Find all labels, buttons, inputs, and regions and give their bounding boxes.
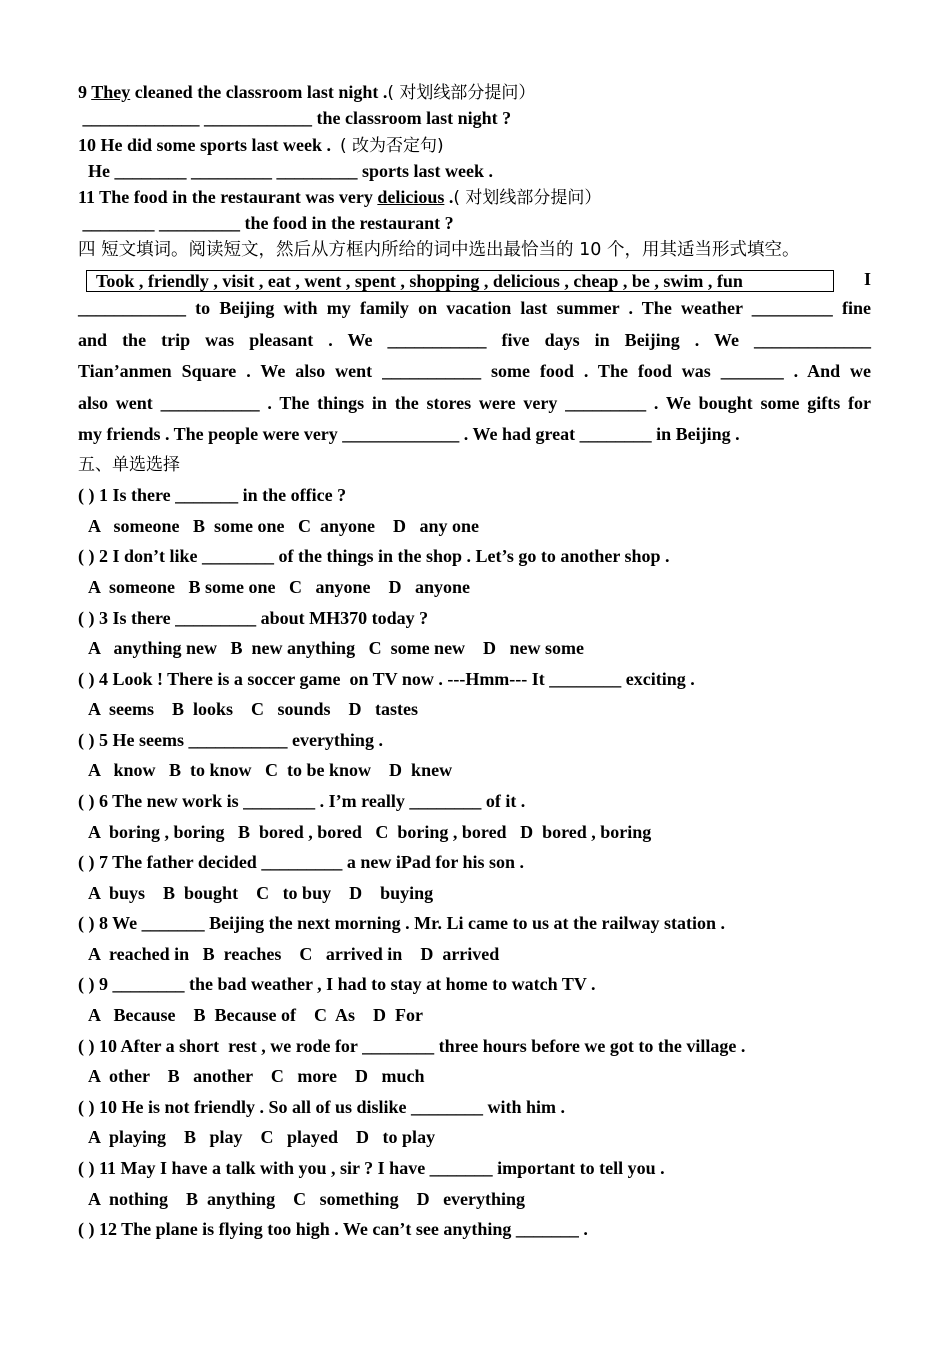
question-text: 10 He did some sports last week .	[78, 135, 340, 155]
mc-question: ( ) 10 After a short rest , we rode for ________ three hours before we got to the village .	[78, 1036, 746, 1056]
answer-line-10: He ________ _________ _________ sports last week .	[88, 161, 493, 181]
instruction-note: ( 改为否定句)	[340, 136, 444, 156]
mc-options: A reached in B reaches C arrived in D arrived	[88, 944, 500, 964]
mc-question: ( ) 10 He is not friendly . So all of us dislike ________ with him .	[78, 1097, 566, 1117]
question-10	[78, 134, 444, 157]
mc-options: A buys B bought C to buy D buying	[88, 883, 434, 903]
question-number: 9	[78, 82, 92, 102]
mc-question: ( ) 4 Look ! There is a soccer game on TV now . ---Hmm--- It ________ exciting .	[78, 669, 695, 689]
mc-question: ( ) 7 The father decided _________ a new iPad for his son .	[78, 852, 525, 872]
question-11	[78, 186, 601, 209]
mc-question: ( ) 3 Is there _________ about MH370 today ?	[78, 608, 429, 628]
passage-line: and the trip was pleasant . We ___________ five days in Beijing . We _____________	[78, 330, 871, 350]
question-text: cleaned the classroom last night .	[130, 82, 388, 102]
mc-question: ( ) 8 We _______ Beijing the next morning . Mr. Li came to us at the railway station .	[78, 913, 725, 933]
section-5-title: 五、单选选择	[78, 455, 180, 475]
mc-question: ( ) 1 Is there _______ in the office ?	[78, 485, 347, 505]
mc-options: A nothing B anything C something D everything	[88, 1189, 526, 1209]
question-9	[78, 81, 535, 104]
mc-options: A other B another C more D much	[88, 1066, 425, 1086]
answer-line-9: _____________ ____________ the classroom last night ?	[78, 108, 512, 128]
mc-options: A playing B play C played D to play	[88, 1127, 436, 1147]
passage-start-word: I	[864, 269, 872, 289]
mc-options: A Because B Because of C As D For	[88, 1005, 423, 1025]
underlined-word: They	[91, 82, 131, 102]
mc-question: ( ) 9 ________ the bad weather , I had to stay at home to watch TV .	[78, 974, 596, 994]
answer-line-11: ________ _________ the food in the restaurant ?	[78, 213, 454, 233]
mc-options: A know B to know C to be know D knew	[88, 760, 453, 780]
mc-options: A anything new B new anything C some new D new some	[88, 638, 585, 658]
passage-line: Tian’anmen Square . We also went ___________ some food . The food was _______ . And we	[78, 361, 871, 381]
mc-options: A someone B some one C anyone D anyone	[88, 577, 471, 597]
passage-line: my friends . The people were very _____________ . We had great ________ in Beijing .	[78, 424, 740, 444]
mc-question: ( ) 6 The new work is ________ . I’m really ________ of it .	[78, 791, 526, 811]
section-4-title: 四 短文填词。阅读短文，然后从方框内所给的词中选出最恰当的 10 个，用其适当形式填空。	[78, 240, 800, 260]
mc-question: ( ) 2 I don’t like ________ of the things in the shop . Let’s go to another shop .	[78, 546, 670, 566]
instruction-note: ( 对划线部分提问）	[387, 83, 536, 103]
mc-question: ( ) 11 May I have a talk with you , sir ? I have _______ important to tell you .	[78, 1158, 665, 1178]
mc-options: A seems B looks C sounds D tastes	[88, 699, 419, 719]
mc-options: A boring , boring B bored , bored C boring , bored D bored , boring	[88, 822, 652, 842]
mc-options: A someone B some one C anyone D any one	[88, 516, 480, 536]
passage-line: ____________ to Beijing with my family on vacation last summer . The weather _________ fine	[78, 298, 871, 318]
passage-line: also went ___________ . The things in the stores were very _________ . We bought some gifts for	[78, 393, 871, 413]
word-bank-text: Took , friendly , visit , eat , went , spent , shopping , delicious , cheap , be , swim , fun	[96, 271, 743, 291]
underlined-word: delicious	[377, 187, 445, 207]
question-text: 11 The food in the restaurant was very	[78, 187, 378, 207]
word-bank-box	[86, 270, 834, 292]
question-text-end: .	[444, 187, 454, 207]
instruction-note: ( 对划线部分提问）	[453, 188, 602, 208]
mc-question: ( ) 5 He seems ___________ everything .	[78, 730, 383, 750]
mc-question: ( ) 12 The plane is flying too high . We can’t see anything _______ .	[78, 1219, 588, 1239]
